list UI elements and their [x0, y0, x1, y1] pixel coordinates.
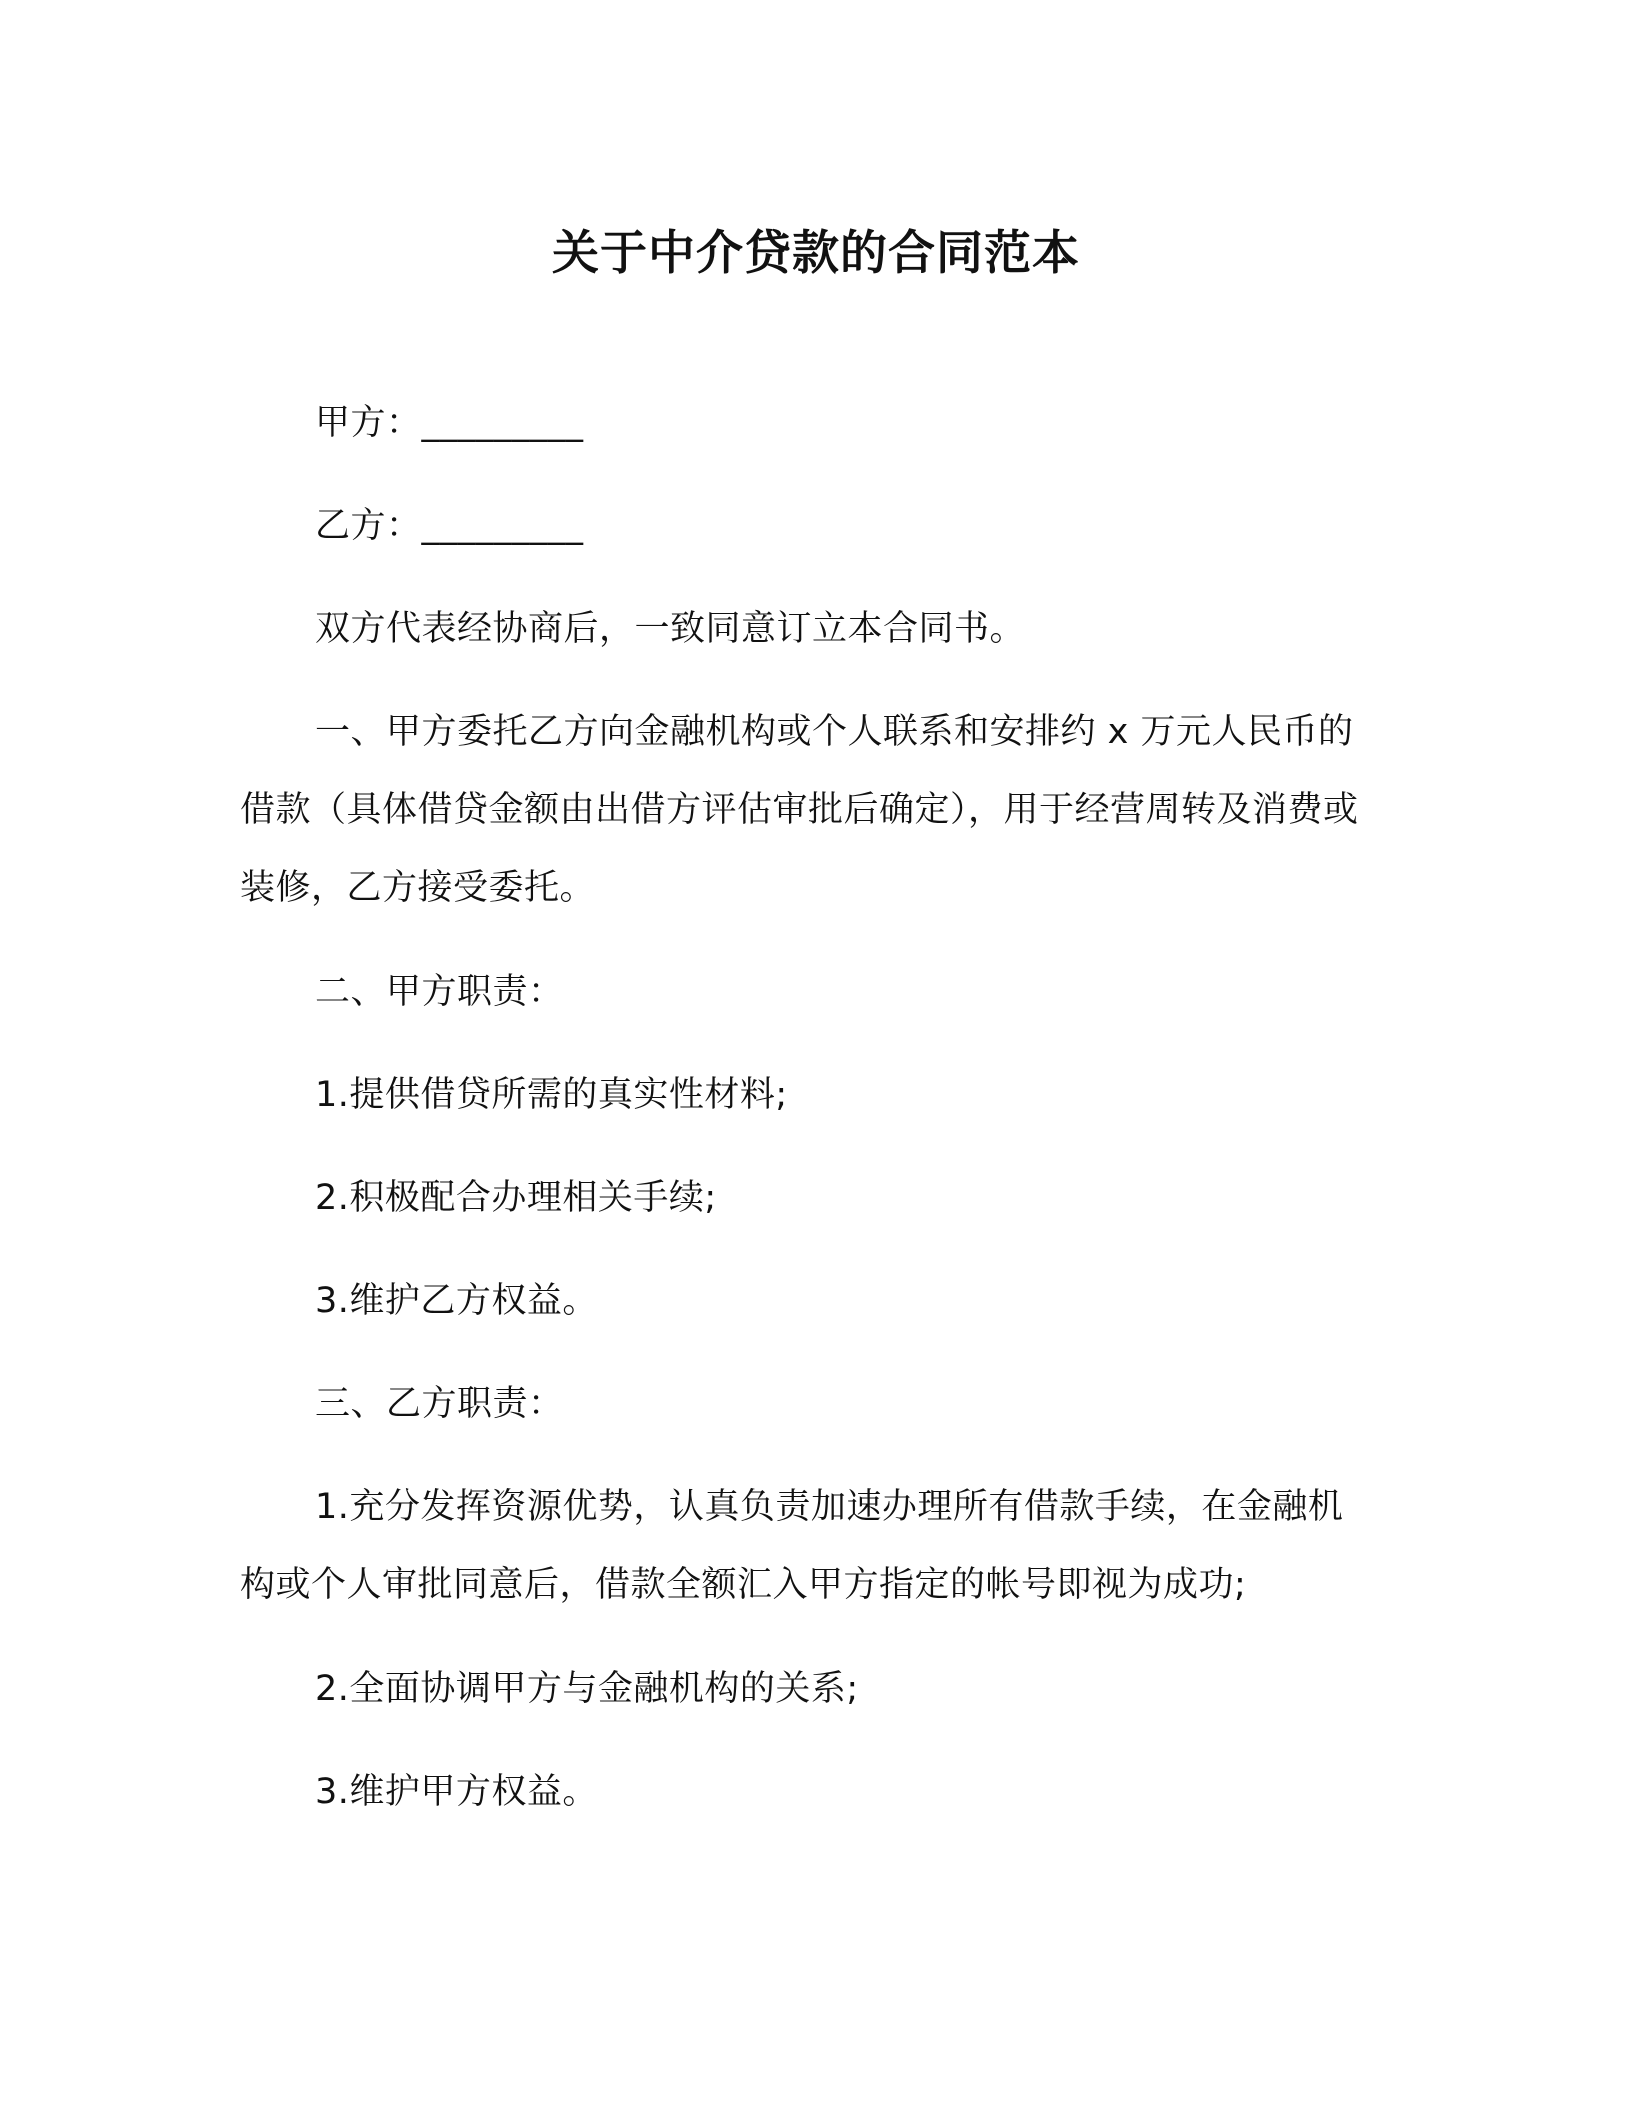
party-b-line: 乙方：_________	[315, 506, 584, 546]
intro-paragraph: 双方代表经协商后，一致同意订立本合同书。	[315, 609, 1026, 649]
article-2-heading: 二、甲方职责：	[315, 972, 564, 1012]
party-a-line: 甲方：_________	[315, 403, 584, 443]
article-2-item-2: 2.积极配合办理相关手续;	[315, 1178, 717, 1218]
article-2-item-1: 1.提供借贷所需的真实性材料;	[315, 1075, 788, 1115]
article-3-item-1: 1.充分发挥资源优势，认真负责加速办理所有借款手续，在金融机构或个人审批同意后，借款全额汇入甲方指定的帐号即视为成功;	[240, 1487, 1344, 1605]
article-3-item-3: 3.维护甲方权益。	[315, 1772, 598, 1812]
article-1-paragraph: 一、甲方委托乙方向金融机构或个人联系和安排约 x 万元人民币的借款（具体借贷金额由出借方评估审批后确定），用于经营周转及消费或装修，乙方接受委托。	[240, 712, 1359, 908]
article-3-item-2: 2.全面协调甲方与金融机构的关系;	[315, 1669, 859, 1709]
document-title: 关于中介贷款的合同范本	[552, 226, 1080, 281]
article-2-item-3: 3.维护乙方权益。	[315, 1281, 598, 1321]
article-3-heading: 三、乙方职责：	[315, 1384, 564, 1424]
